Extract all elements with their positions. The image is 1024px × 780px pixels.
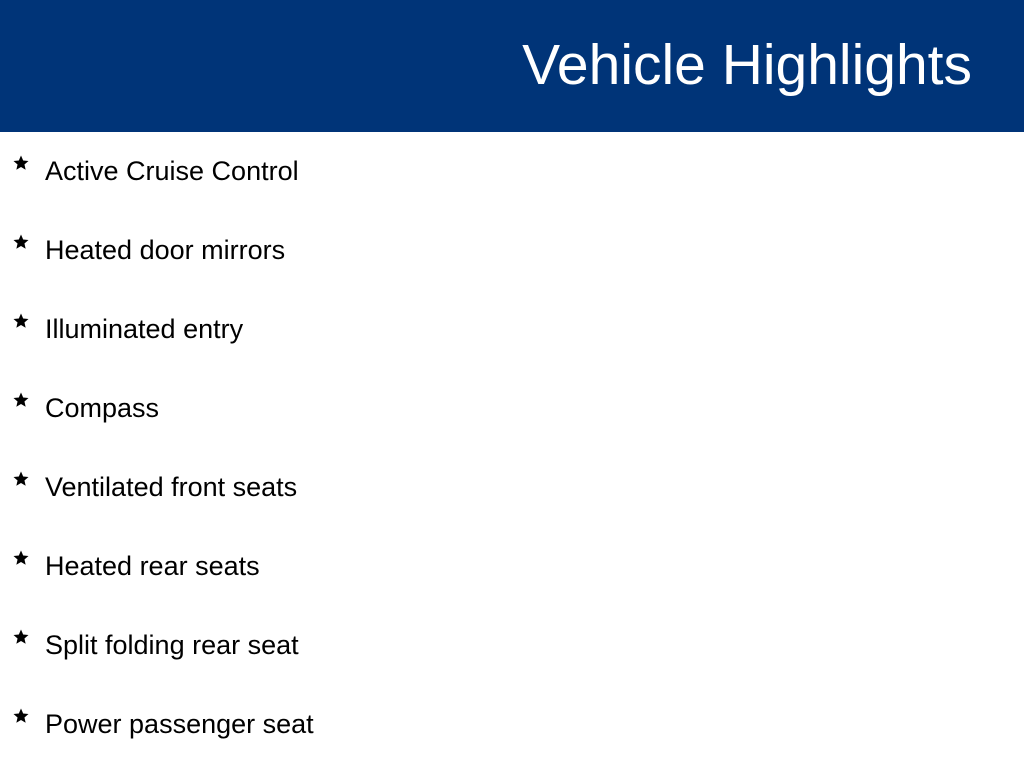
- star-icon: [12, 470, 30, 488]
- star-icon: [12, 391, 30, 409]
- star-icon: [12, 154, 30, 172]
- page-title: Vehicle Highlights: [522, 33, 972, 97]
- list-item-label: Split folding rear seat: [45, 630, 299, 660]
- star-icon: [12, 233, 30, 251]
- list-item-label: Heated rear seats: [45, 551, 260, 581]
- list-item-label: Illuminated entry: [45, 314, 244, 344]
- list-item-label: Ventilated front seats: [45, 472, 298, 502]
- star-icon: [12, 549, 30, 567]
- list-item-label: Heated door mirrors: [45, 235, 286, 265]
- star-icon: [12, 707, 30, 725]
- star-icon: [12, 312, 30, 330]
- list-item-label: Active Cruise Control: [45, 156, 299, 186]
- star-icon: [12, 628, 30, 646]
- header-bar: [0, 0, 1024, 132]
- list-item-label: Power passenger seat: [45, 709, 314, 739]
- list-item-label: Compass: [45, 393, 160, 423]
